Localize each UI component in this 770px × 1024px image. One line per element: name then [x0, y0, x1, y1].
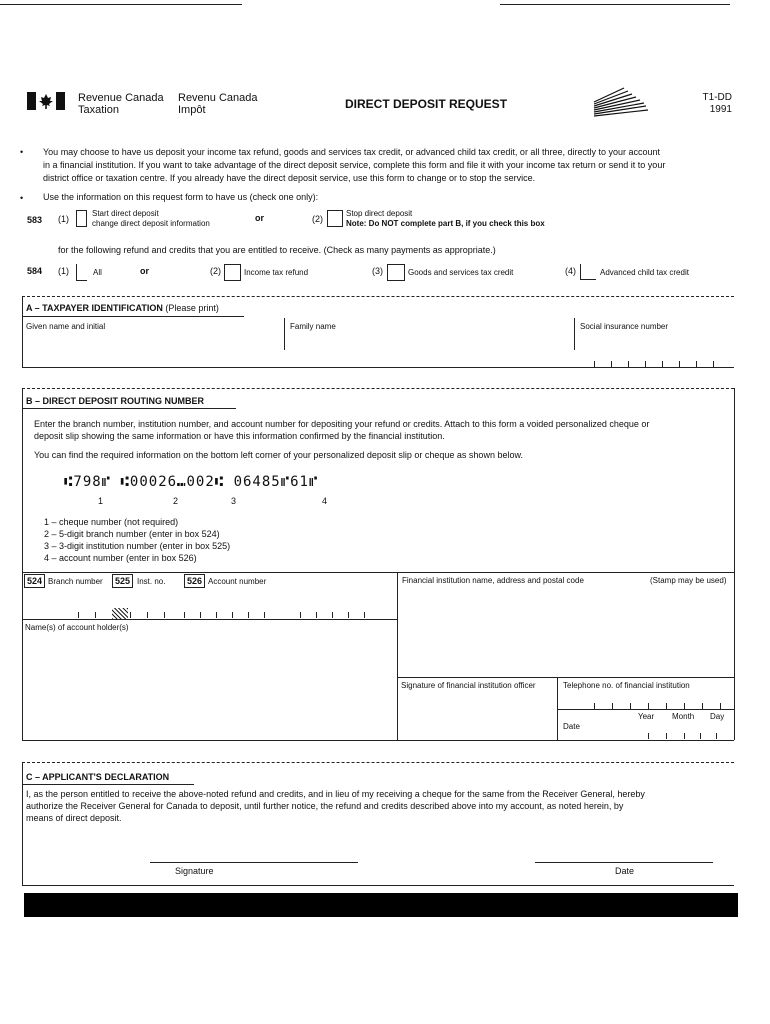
given-name-field[interactable]: [26, 334, 276, 360]
stop-note-label: Note: Do NOT complete part B, if you check this box: [346, 219, 545, 228]
intro-line-2: in a financial institution. If you want to take advantage of the direct deposit service, complete this form and file it with your income tax return or send it to your: [43, 160, 666, 170]
line-584-opt4-number: (4): [565, 266, 576, 276]
section-c-title-rule: [22, 784, 194, 785]
top-edge-line-right: [500, 4, 730, 5]
child-tax-credit-label: Advanced child tax credit: [600, 268, 689, 277]
all-label: All: [93, 268, 102, 277]
agency-name-fr: Revenu Canada: [178, 92, 258, 104]
section-b-title: B – DIRECT DEPOSIT ROUTING NUMBER: [26, 396, 205, 406]
legend-item-2: 2 – 5-digit branch number (enter in box 524): [44, 529, 220, 539]
section-b-para-2: You can find the required information on the bottom left corner of your personalized deposit slip or cheque as shown below.: [34, 450, 523, 460]
sin-divider: [574, 318, 575, 350]
applicant-date-label: Date: [615, 866, 635, 876]
date-line: [535, 862, 713, 863]
section-b-top-rule: [22, 388, 734, 389]
intro-line-1: You may choose to have us deposit your income tax refund, goods and services tax credit, or advanced child tax credit, or all three, directly to your account: [43, 147, 661, 157]
family-name-field[interactable]: [290, 334, 560, 360]
routing-bottom-rule: [22, 619, 397, 620]
agency-name-en: Revenue Canada: [78, 92, 164, 104]
bullet-2: •: [20, 193, 24, 203]
fi-name-label: Financial institution name, address and postal code: [402, 576, 584, 585]
section-a-title-rule: [22, 316, 244, 317]
line-584-or: or: [140, 266, 149, 276]
section-a-bottom-rule: [22, 367, 734, 368]
section-b-title-rule: [22, 408, 236, 409]
child-tax-credit-checkbox[interactable]: [580, 264, 596, 280]
section-b-bottom-rule: [22, 740, 734, 741]
line-584-opt1-number: (1): [58, 266, 69, 276]
micr-marker-4: 4: [322, 496, 328, 506]
line-583-code: 583: [27, 215, 43, 225]
fi-date-label: Date: [563, 722, 580, 731]
section-a-left-rule: [22, 296, 23, 368]
gst-credit-label: Goods and services tax credit: [408, 268, 514, 277]
line-584-opt2-number: (2): [210, 266, 221, 276]
date-day-label: Day: [710, 712, 725, 721]
signature-line: [150, 862, 358, 863]
income-tax-refund-label: Income tax refund: [244, 268, 309, 277]
micr-marker-2: 2: [173, 496, 179, 506]
officer-signature-field[interactable]: [401, 693, 551, 737]
stop-direct-deposit-label: Stop direct deposit: [346, 209, 413, 218]
date-month-label: Month: [672, 712, 695, 721]
change-info-label: change direct deposit information: [92, 219, 210, 228]
section-b-left-rule: [22, 388, 23, 740]
declaration-line-2: authorize the Receiver General for Canada to deposit, until further notice, the refund and credits described above into my account, as noted herein, by: [26, 801, 624, 811]
account-number-field[interactable]: [184, 590, 384, 616]
stamp-label: (Stamp may be used): [650, 576, 727, 585]
sin-field[interactable]: [580, 334, 730, 364]
intro-line-3: district office or taxation centre. If you already have the direct deposit service, use this form to change or to stop the service.: [43, 173, 536, 183]
section-c-top-rule: [22, 762, 734, 763]
branch-number-field[interactable]: [26, 590, 106, 616]
fi-divider: [397, 572, 398, 740]
account-number-label: Account number: [208, 577, 267, 586]
routing-top-rule: [22, 572, 734, 573]
family-name-label: Family name: [290, 322, 336, 331]
box-524-code: 524: [24, 574, 45, 588]
telephone-label: Telephone no. of financial institution: [563, 681, 690, 690]
top-edge-line: [0, 4, 242, 5]
officer-signature-label: Signature of financial institution officer: [401, 681, 536, 690]
section-b-para-line-2: deposit slip showing the same information or have this information confirmed by the financial institution.: [34, 431, 445, 441]
income-tax-refund-checkbox[interactable]: [224, 264, 241, 281]
box-525-code: 525: [112, 574, 133, 588]
bottom-black-bar: [24, 893, 738, 917]
line-583-opt1-number: (1): [58, 214, 69, 224]
inst-number-shaded-cell: [112, 608, 128, 619]
section-b-right-rule: [734, 388, 735, 740]
revenue-canada-logo: [590, 84, 650, 120]
section-c-bottom-rule: [22, 885, 734, 886]
fi-name-field[interactable]: [402, 590, 730, 674]
micr-marker-1: 1: [98, 496, 104, 506]
micr-line: ⑆798⑈ ⑆00026⑉002⑆ 06485⑈61⑈: [64, 474, 319, 490]
telephone-bottom-rule: [557, 709, 734, 710]
gst-credit-checkbox[interactable]: [387, 264, 405, 281]
intro-line-4: Use the information on this request form to have us (check one only):: [43, 192, 319, 202]
date-year-label: Year: [638, 712, 655, 721]
section-c-left-rule: [22, 762, 23, 886]
family-name-divider: [284, 318, 285, 350]
section-b-para-line-1: Enter the branch number, institution number, and account number for depositing your refund or credits. Attach to this form a voided personalized cheque or: [34, 419, 650, 429]
line-584-opt3-number: (3): [372, 266, 383, 276]
form-code: T1-DD: [702, 92, 732, 103]
legend-item-4: 4 – account number (enter in box 526): [44, 553, 197, 563]
section-a-top-rule: [22, 296, 734, 297]
form-year: 1991: [709, 104, 732, 115]
following-text: for the following refund and credits that you are entitled to receive. (Check as many payments as appropriate.): [58, 245, 496, 255]
declaration-line-3: means of direct deposit.: [26, 813, 122, 823]
section-c-title: C – APPLICANT'S DECLARATION: [26, 772, 170, 782]
given-name-label: Given name and initial: [26, 322, 106, 331]
canada-flag-icon: [27, 92, 65, 110]
box-526-code: 526: [184, 574, 205, 588]
line-583-opt2-number: (2): [312, 214, 323, 224]
inst-number-label: Inst. no.: [137, 577, 166, 586]
applicant-date-field[interactable]: [535, 845, 713, 861]
agency-division-en: Taxation: [78, 104, 119, 116]
telephone-field[interactable]: [563, 693, 731, 709]
bullet-1: •: [20, 147, 24, 157]
agency-division-fr: Impôt: [178, 104, 206, 116]
branch-number-label: Branch number: [48, 577, 103, 586]
all-checkbox[interactable]: [76, 264, 87, 281]
officer-top-rule: [397, 677, 734, 678]
micr-marker-3: 3: [231, 496, 237, 506]
legend-item-3: 3 – 3-digit institution number (enter in box 525): [44, 541, 231, 551]
account-holders-label: Name(s) of account holder(s): [25, 623, 129, 632]
stop-direct-deposit-checkbox[interactable]: [327, 210, 343, 227]
line-583-or: or: [255, 213, 264, 223]
declaration-line-1: I, as the person entitled to receive the above-noted refund and credits, and in lieu of my receiving a cheque for the same from the Receiver General, hereby: [26, 789, 645, 799]
form-title: DIRECT DEPOSIT REQUEST: [345, 97, 508, 111]
start-direct-deposit-checkbox[interactable]: [76, 210, 87, 227]
line-584-code: 584: [27, 266, 43, 276]
legend-item-1: 1 – cheque number (not required): [44, 517, 179, 527]
section-a-title: A – TAXPAYER IDENTIFICATION (Please print): [26, 303, 219, 313]
account-holders-field[interactable]: [26, 636, 391, 736]
signature-label: Signature: [175, 866, 214, 876]
start-direct-deposit-label: Start direct deposit: [92, 209, 159, 218]
fi-date-field[interactable]: [632, 722, 732, 738]
applicant-signature-field[interactable]: [150, 845, 358, 861]
sin-label: Social insurance number: [580, 322, 669, 331]
